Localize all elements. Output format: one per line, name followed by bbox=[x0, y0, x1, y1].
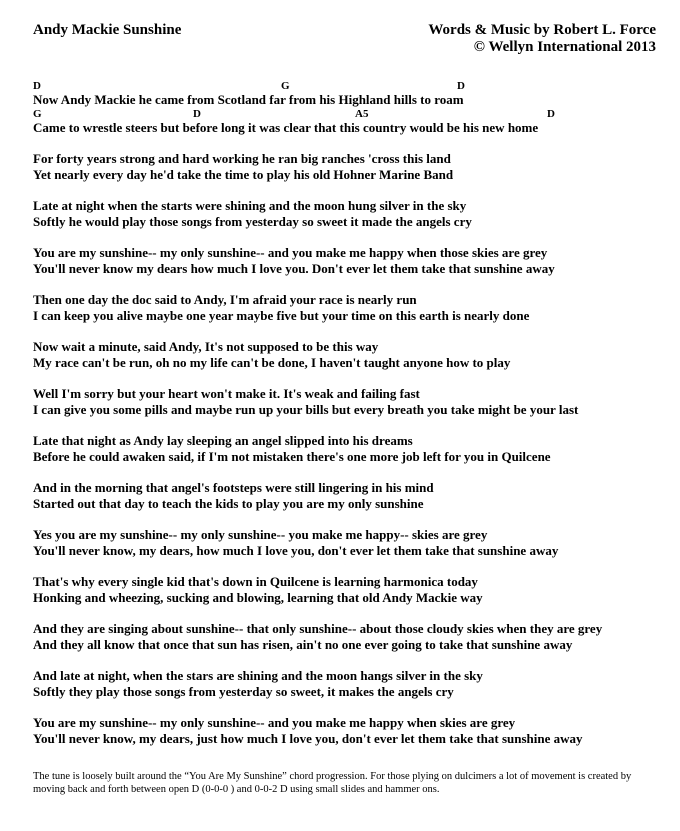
lyric-line: I can give you some pills and maybe run up your bills but every breath you take might be your last bbox=[33, 402, 579, 417]
song-title: Andy Mackie Sunshine bbox=[33, 22, 182, 38]
lyric-line: Before he could awaken said, if I'm not mistaken there's one more job left for you in Quilcene bbox=[33, 449, 551, 464]
lyrics bbox=[33, 80, 663, 747]
chord: D bbox=[547, 108, 555, 120]
lyric-line: For forty years strong and hard working he ran big ranches 'cross this land bbox=[33, 151, 451, 166]
lyric-line: Late at night when the starts were shining and the moon hung silver in the sky bbox=[33, 198, 467, 213]
chord: A5 bbox=[355, 108, 369, 120]
chord: G bbox=[33, 108, 42, 120]
lyric-line: Softly he would play those songs from yesterday so sweet it made the angels cry bbox=[33, 214, 472, 229]
lyric-line: And late at night, when the stars are shining and the moon hangs silver in the sky bbox=[33, 668, 483, 683]
lyric-line: Now wait a minute, said Andy, It's not supposed to be this way bbox=[33, 339, 379, 354]
chord-row bbox=[33, 108, 663, 120]
lyric-line: I can keep you alive maybe one year maybe five but your time on this earth is nearly done bbox=[33, 308, 530, 323]
chord: D bbox=[193, 108, 201, 120]
lyric-line: Then one day the doc said to Andy, I'm afraid your race is nearly run bbox=[33, 292, 417, 307]
lyric-line: My race can't be run, oh no my life can't be done, I haven't taught anyone how to play bbox=[33, 355, 511, 370]
lyric-line: Yes you are my sunshine-- my only sunshine-- you make me happy-- skies are grey bbox=[33, 527, 488, 542]
lyric-line: Honking and wheezing, sucking and blowing, learning that old Andy Mackie way bbox=[33, 590, 483, 605]
lyric-line: You'll never know my dears how much I love you. Don't ever let them take that sunshine away bbox=[33, 261, 555, 276]
lyric-line: Well I'm sorry but your heart won't make it. It's weak and failing fast bbox=[33, 386, 420, 401]
lyric-line: Yet nearly every day he'd take the time to play his old Hohner Marine Band bbox=[33, 167, 454, 182]
chord: D bbox=[33, 80, 41, 92]
lyric-line: You are my sunshine-- my only sunshine-- and you make me happy when those skies are grey bbox=[33, 245, 548, 260]
credits bbox=[428, 22, 656, 56]
lyric-line: You'll never know, my dears, just how much I love you, don't ever let them take that sunshine away bbox=[33, 731, 583, 746]
lyric-line: And they all know that once that sun has risen, ain't no one ever going to take that sunshine away bbox=[33, 637, 573, 652]
footnote: The tune is loosely built around the “You Are My Sunshine” chord progression. For those plying on dulcimers a lot of movement is created by moving back and forth between open D (0-0-0 ) and 0-0-2 D using small slides and hammer ons. bbox=[33, 771, 632, 795]
lyric-line: Started out that day to teach the kids to play you are my only sunshine bbox=[33, 496, 424, 511]
lyric-line: That's why every single kid that's down in Quilcene is learning harmonica today bbox=[33, 574, 478, 589]
credit-copyright: © Wellyn International 2013 bbox=[473, 39, 656, 55]
credit-author: Words & Music by Robert L. Force bbox=[428, 22, 656, 38]
lyric-line: And in the morning that angel's footsteps were still lingering in his mind bbox=[33, 480, 434, 495]
chord: G bbox=[281, 80, 290, 92]
lyric-line: Softly they play those songs from yesterday so sweet, it makes the angels cry bbox=[33, 684, 454, 699]
lyric-line: Came to wrestle steers but before long it was clear that this country would be his new home bbox=[33, 120, 539, 135]
lyric-line: Now Andy Mackie he came from Scotland far from his Highland hills to roam bbox=[33, 92, 464, 107]
chord-row bbox=[33, 80, 663, 92]
lyric-line: You are my sunshine-- my only sunshine-- and you make me happy when skies are grey bbox=[33, 715, 516, 730]
chord: D bbox=[457, 80, 465, 92]
lyric-line: And they are singing about sunshine-- that only sunshine-- about those cloudy skies when they are grey bbox=[33, 621, 603, 636]
lyric-line: Late that night as Andy lay sleeping an angel slipped into his dreams bbox=[33, 433, 413, 448]
lyric-line: You'll never know, my dears, how much I love you, don't ever let them take that sunshine away bbox=[33, 543, 559, 558]
